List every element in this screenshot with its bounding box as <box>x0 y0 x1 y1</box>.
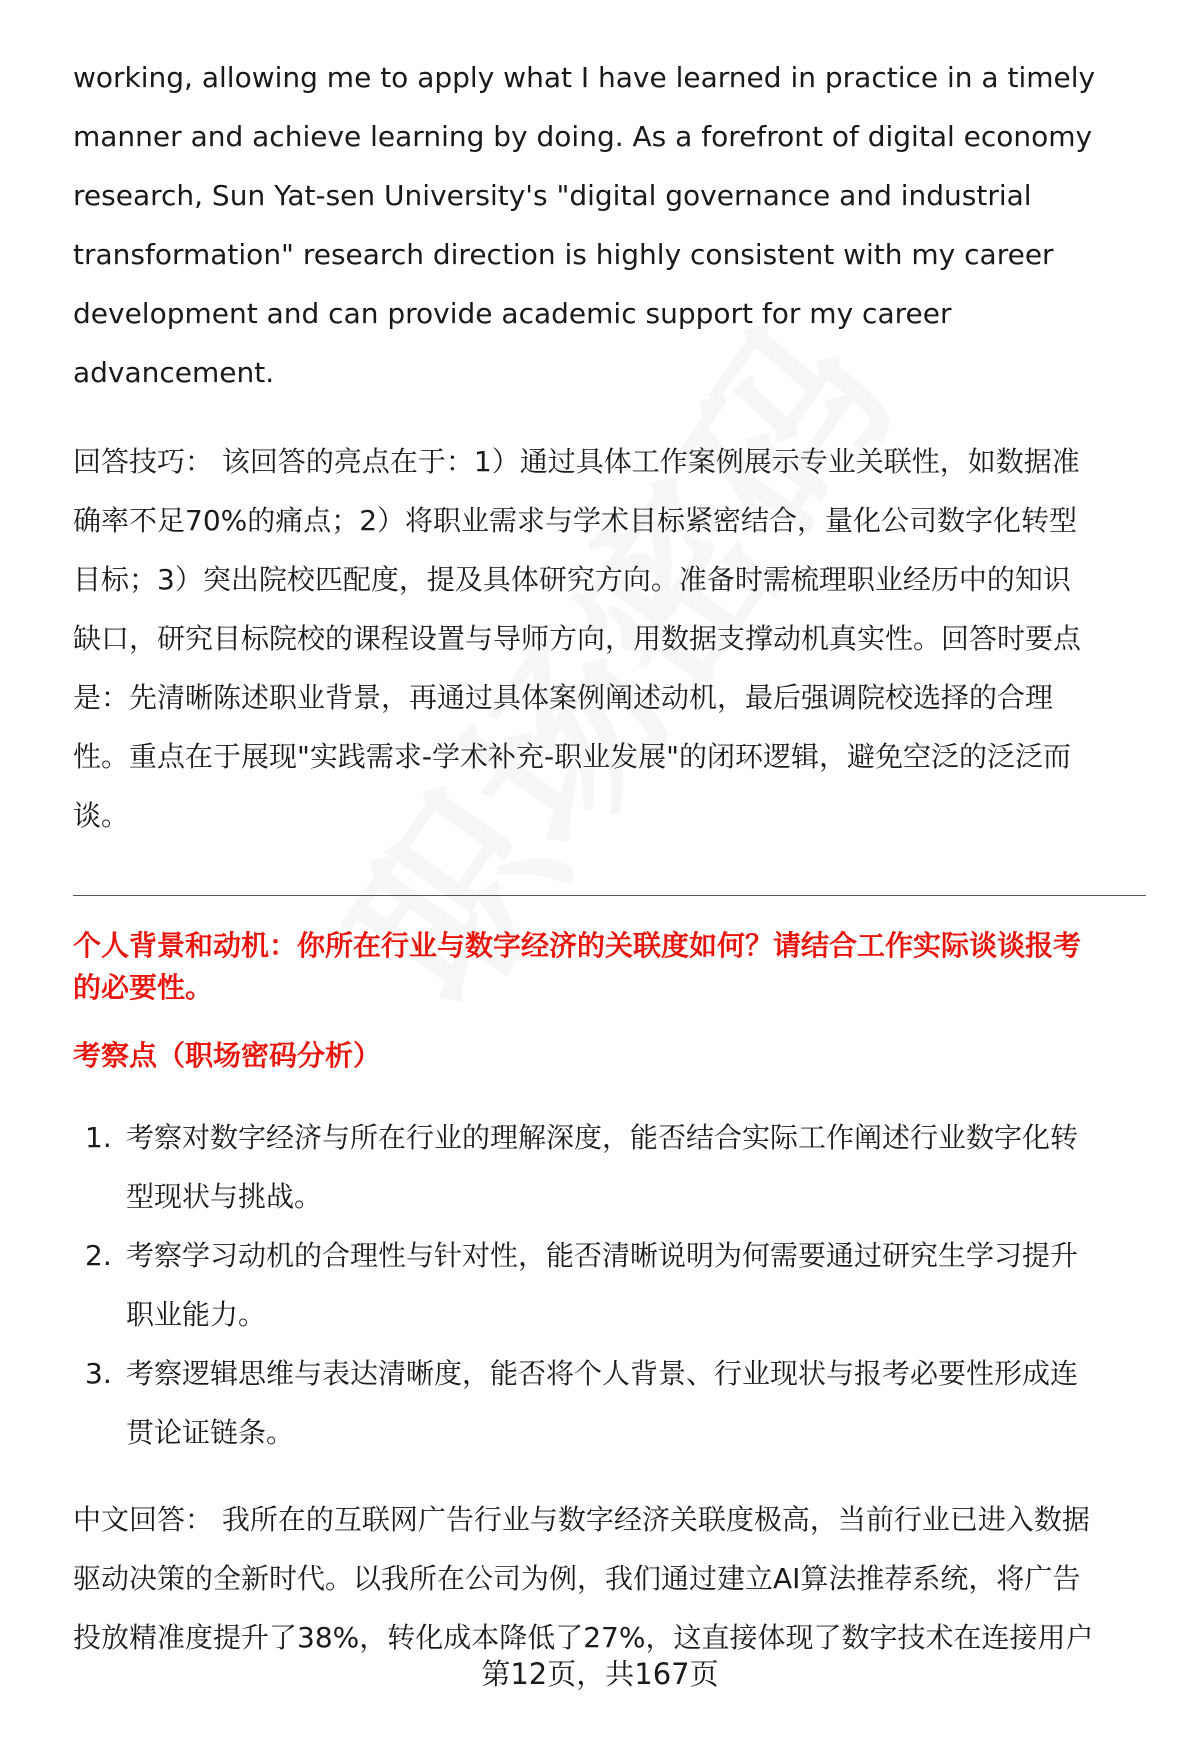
text-line: 确率不足70%的痛点；2）将职业需求与学术目标紧密结合，量化公司数字化转型 <box>73 504 1078 537</box>
english-answer-paragraph <box>73 48 1153 402</box>
list-number: 3. <box>85 1357 112 1390</box>
text-line: 谈。 <box>73 799 130 832</box>
exam-point-heading: 考察点（职场密码分析） <box>73 1039 382 1072</box>
list-number: 2. <box>85 1239 112 1272</box>
question-heading <box>73 925 1153 1009</box>
text-line: 投放精准度提升了38%，转化成本降低了27%，这直接体现了数字技术在连接用户 <box>73 1621 1094 1654</box>
text-line: 驱动决策的全新时代。以我所在公司为例，我们通过建立AI算法推荐系统，将广告 <box>73 1562 1081 1595</box>
text-line: 考察学习动机的合理性与针对性，能否清晰说明为何需要通过研究生学习提升 <box>126 1239 1079 1272</box>
text-line: 型现状与挑战。 <box>126 1180 323 1213</box>
text-line: 个人背景和动机：你所在行业与数字经济的关联度如何？请结合工作实际谈谈报考 <box>73 929 1082 962</box>
text-line: manner and achieve learning by doing. As a forefront of digital economy <box>73 120 1093 153</box>
exam-points-list <box>73 1108 1153 1462</box>
text-line: 是：先清晰陈述职业背景，再通过具体案例阐述动机，最后强调院校选择的合理 <box>73 681 1054 714</box>
text-line: advancement. <box>73 356 275 389</box>
text-line: 考察逻辑思维与表达清晰度，能否将个人背景、行业现状与报考必要性形成连 <box>126 1357 1079 1390</box>
text-line: 职业能力。 <box>126 1298 267 1331</box>
page-number-footer: 第12页，共167页 <box>481 1657 719 1691</box>
text-line: 缺口，研究目标院校的课程设置与导师方向，用数据支撑动机真实性。回答时要点 <box>73 622 1082 655</box>
text-line: 目标；3）突出院校匹配度，提及具体研究方向。准备时需梳理职业经历中的知识 <box>73 563 1071 596</box>
list-number: 1. <box>85 1121 112 1154</box>
text-line: 回答技巧： 该回答的亮点在于：1）通过具体工作案例展示专业关联性，如数据准 <box>73 445 1080 478</box>
section-divider <box>73 895 1146 896</box>
text-line: development and can provide academic support for my career <box>73 297 952 330</box>
list-item <box>73 1344 1153 1462</box>
list-item <box>73 1108 1153 1226</box>
list-item <box>73 1226 1153 1344</box>
text-line: research, Sun Yat-sen University's "digital governance and industrial <box>73 179 1032 212</box>
text-line: 性。重点在于展现"实践需求-学术补充-职业发展"的闭环逻辑，避免空泛的泛泛而 <box>73 740 1071 773</box>
answer-tips-paragraph <box>73 432 1153 845</box>
text-line: 的必要性。 <box>73 971 214 1004</box>
text-line: 中文回答： 我所在的互联网广告行业与数字经济关联度极高，当前行业已进入数据 <box>73 1503 1090 1536</box>
chinese-answer-paragraph <box>73 1490 1153 1667</box>
text-line: 考察对数字经济与所在行业的理解深度，能否结合实际工作阐述行业数字化转 <box>126 1121 1079 1154</box>
text-line: 贯论证链条。 <box>126 1416 295 1449</box>
text-line: transformation" research direction is highly consistent with my career <box>73 238 1054 271</box>
text-line: working, allowing me to apply what I have learned in practice in a timely <box>73 61 1096 94</box>
